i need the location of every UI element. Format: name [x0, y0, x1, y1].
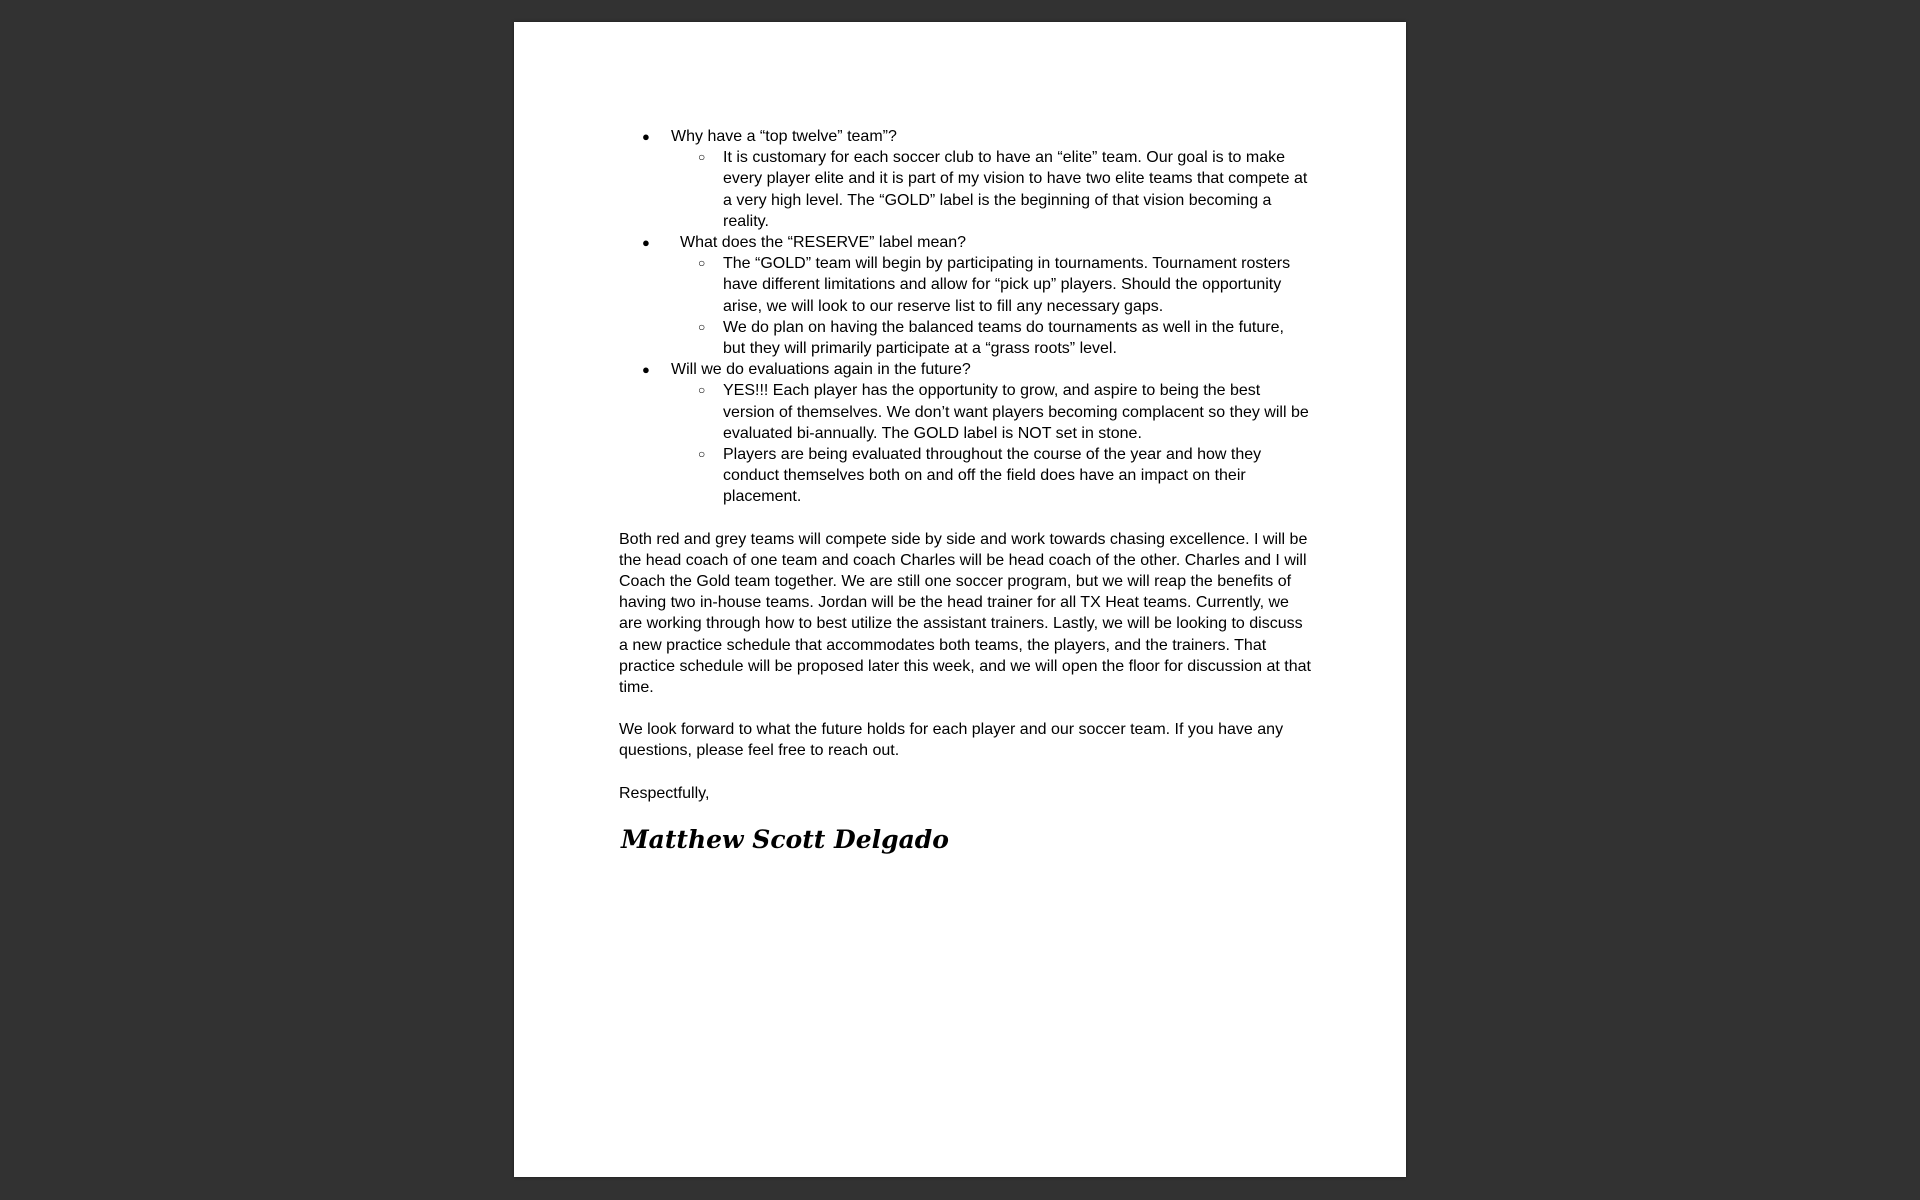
- signature: [619, 818, 1309, 860]
- faq-answers: [671, 253, 1309, 359]
- hollow-bullet-icon: ○: [698, 319, 706, 334]
- faq-item: [619, 126, 1309, 232]
- body-paragraph: We look forward to what the future holds for each player and our soccer team. If you have any questions, please feel free to reach out.: [619, 721, 1284, 760]
- handwritten-signature: [619, 818, 949, 860]
- faq-question: Why have a “top twelve” team”?: [671, 128, 897, 145]
- faq-answers: [671, 147, 1309, 232]
- faq-answer: [698, 317, 1309, 359]
- faq-answer-text: We do plan on having the balanced teams do tournaments as well in the future, but they will primarily participate at a “grass roots” level.: [723, 318, 1284, 358]
- hollow-bullet-icon: ○: [698, 447, 706, 462]
- faq-item: [619, 359, 1309, 507]
- bullet-icon: ●: [642, 235, 650, 251]
- faq-answer-text: YES!!! Each player has the opportunity to grow, and aspire to being the best version of themselves. We don’t want players becoming complacent so they will be evaluated bi-annually. The GOLD label is NOT set in stone.: [723, 382, 1309, 442]
- faq-list: [619, 126, 1309, 508]
- faq-question: What does the “RESERVE” label mean?: [680, 234, 967, 252]
- faq-answers: [671, 380, 1309, 507]
- document-page: [514, 22, 1406, 1177]
- faq-answer-text: It is customary for each soccer club to have an “elite” team. Our goal is to make every player elite and it is part of my vision to have two elite teams that compete at a very high level. The “GOLD” label is the beginning of that vision becoming a reality.: [723, 149, 1308, 230]
- faq-answer: [698, 147, 1309, 232]
- faq-answer: [698, 253, 1309, 317]
- closing: Respectfully,: [619, 784, 710, 802]
- body-paragraph: Both red and grey teams will compete side by side and work towards chasing excellence. I will be the head coach of one team and coach Charles will be head coach of the other. Charles and I will Coach the Gold team together. We are still one soccer program, but we will reap the benefits of having two in-house teams. Jordan will be the head trainer for all TX Heat teams. Currently, we are working through how to best utilize the assistant trainers. Lastly, we will be looking to discuss a new practice schedule that accommodates both teams, the players, and the trainers. That practice schedule will be proposed later this week, and we will open the floor for discussion at that time.: [619, 530, 1311, 697]
- hollow-bullet-icon: ○: [698, 383, 706, 398]
- faq-answer-text: The “GOLD” team will begin by participating in tournaments. Tournament rosters have different limitations and allow for “pick up” players. Should the opportunity arise, we will look to our reserve list to fill any necessary gaps.: [723, 255, 1291, 315]
- faq-answer-text: Players are being evaluated throughout the course of the year and how they conduct themselves both on and off the field does have an impact on their placement.: [723, 446, 1262, 506]
- faq-answer: [698, 380, 1309, 444]
- page-content: [619, 126, 1309, 860]
- signature-text: Matthew Scott Delgado: [621, 824, 949, 854]
- hollow-bullet-icon: ○: [698, 256, 706, 271]
- faq-answer: [698, 444, 1309, 508]
- faq-question: Will we do evaluations again in the future?: [671, 361, 971, 379]
- faq-item: [619, 232, 1309, 359]
- hollow-bullet-icon: ○: [698, 150, 706, 165]
- bullet-icon: ●: [642, 129, 650, 144]
- bullet-icon: ●: [642, 362, 650, 378]
